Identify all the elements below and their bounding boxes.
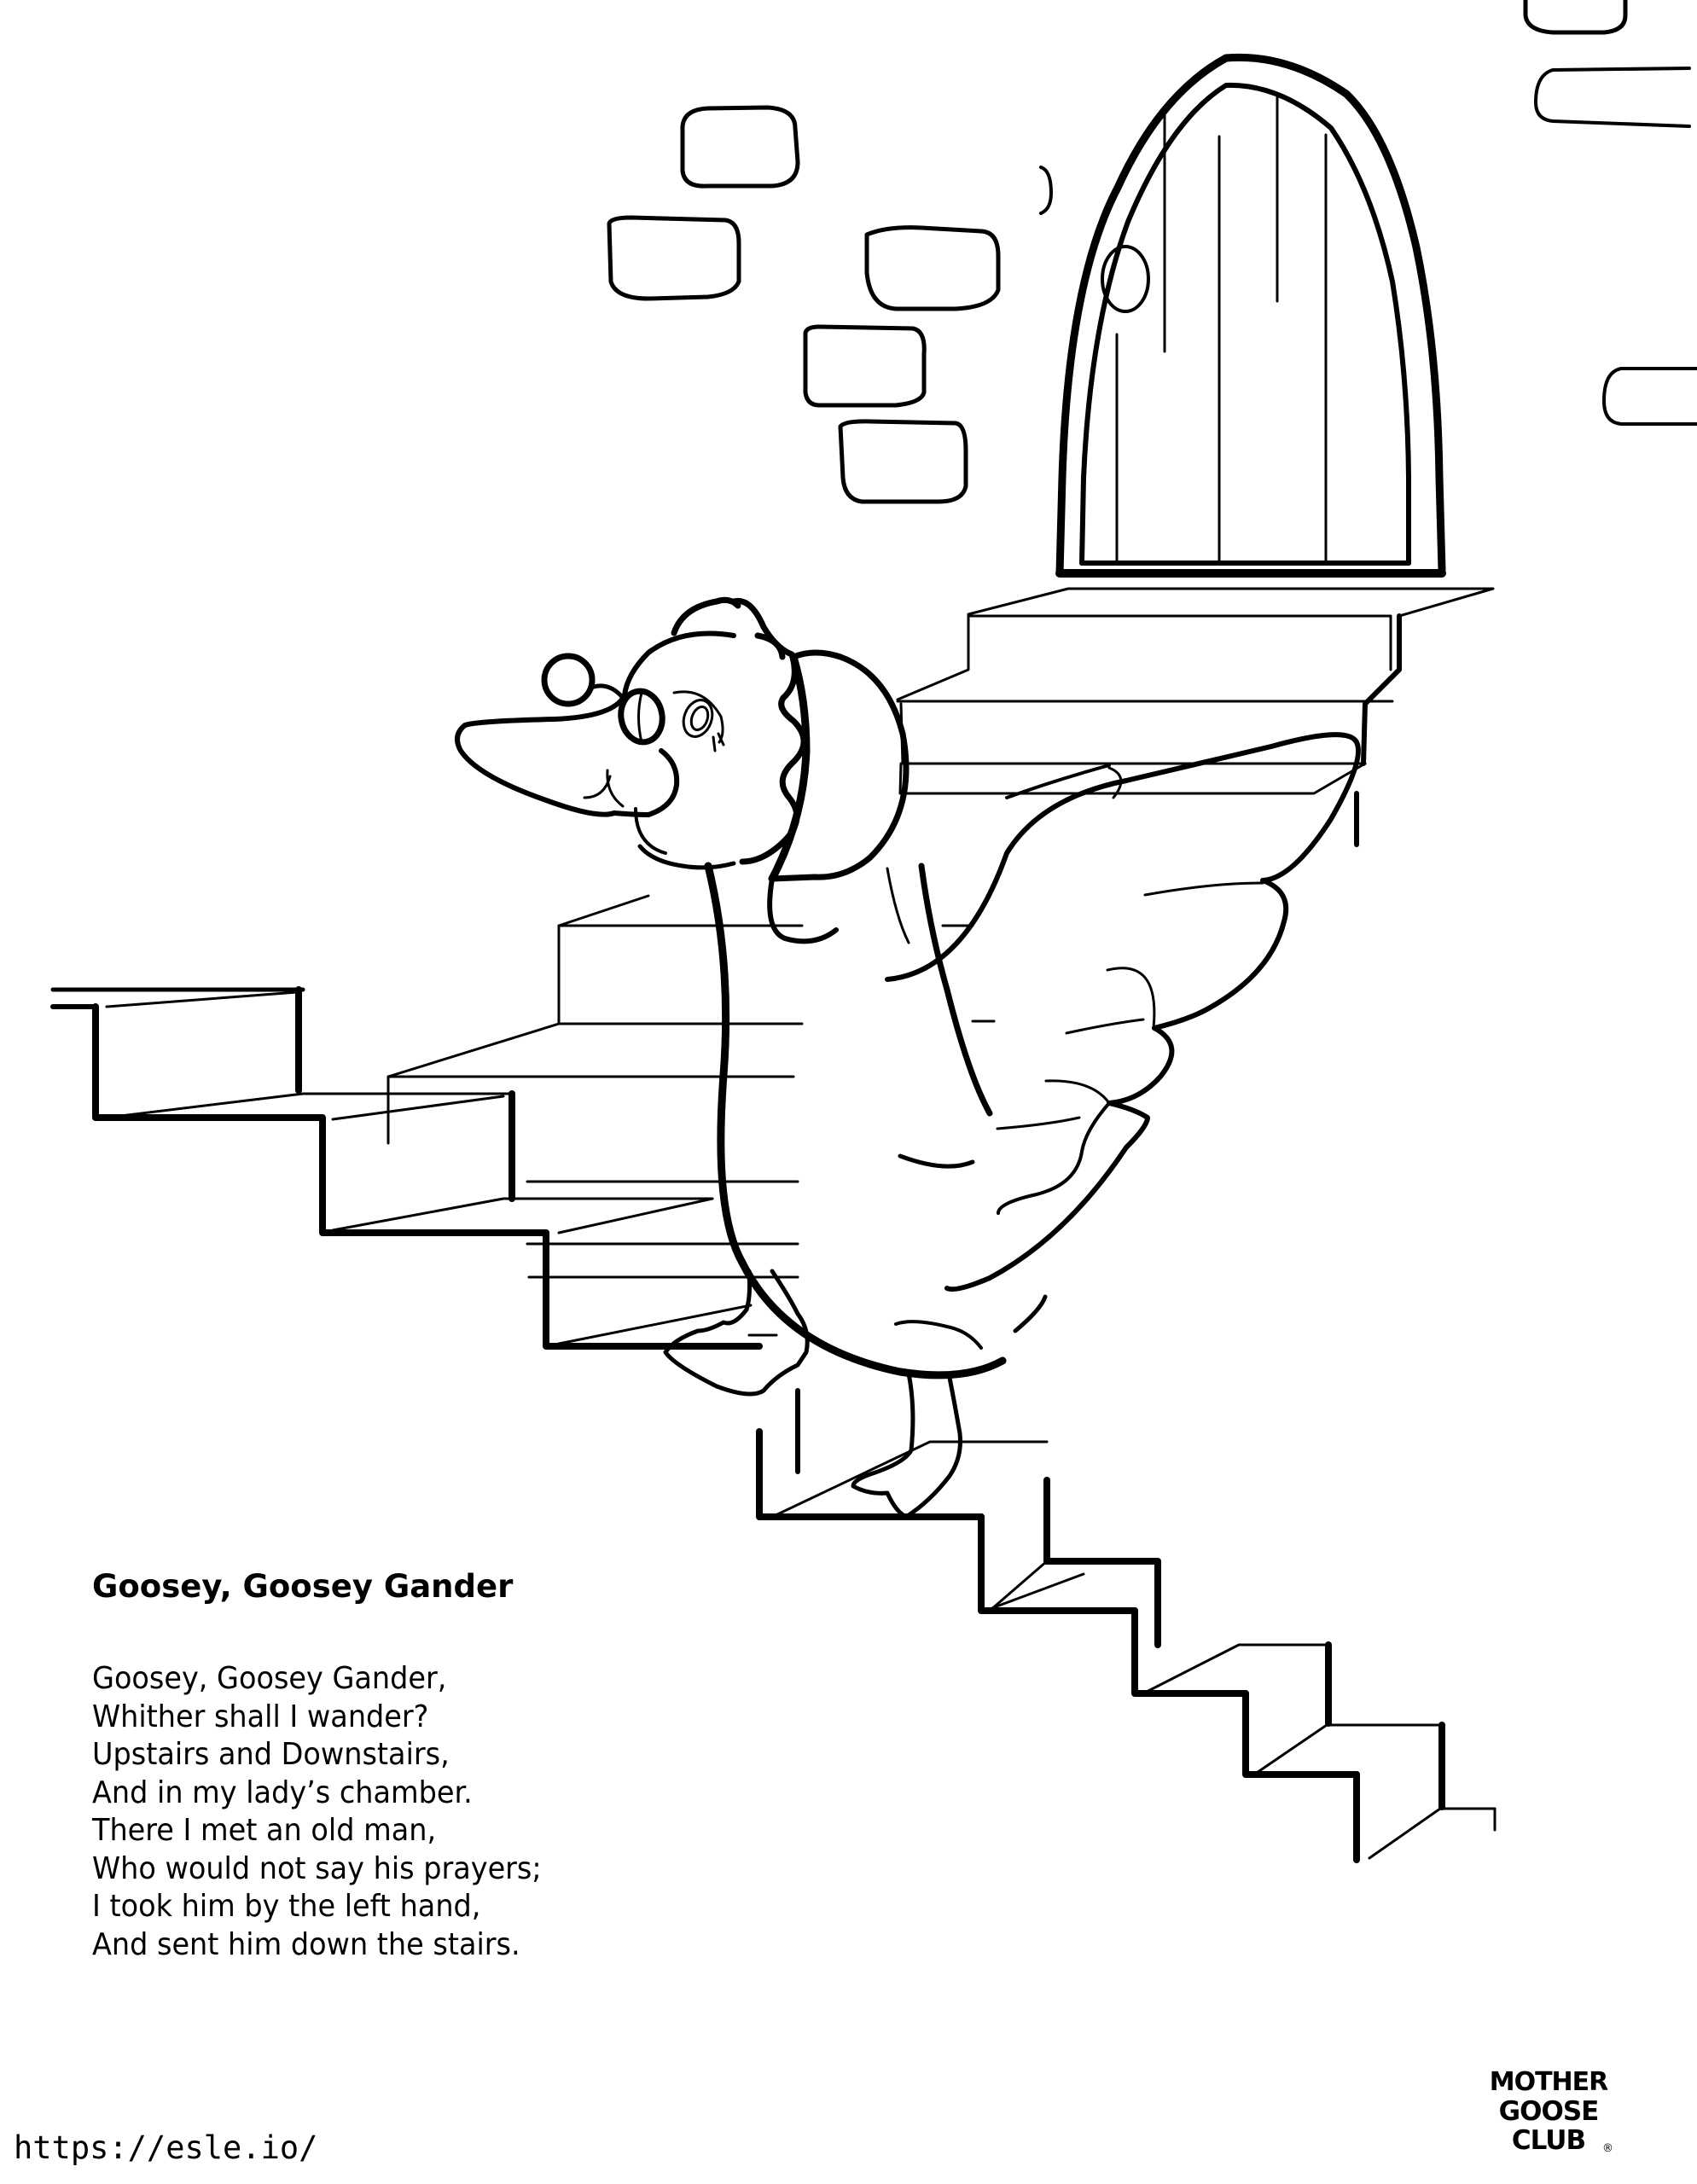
poem-line: Who would not say his prayers;	[92, 1850, 542, 1886]
goose	[457, 600, 1358, 1517]
goose-eye	[674, 692, 724, 751]
poem-line: There I met an old man,	[92, 1813, 437, 1848]
logo-line-club: CLUB	[1511, 2125, 1586, 2156]
wall-bricks	[609, 0, 1697, 502]
wing	[887, 735, 1358, 1289]
poem-line: Goosey, Goosey Gander,	[92, 1661, 447, 1696]
spectacles	[544, 656, 666, 746]
poem-line: Whither shall I wander?	[92, 1699, 429, 1734]
arched-door	[1060, 57, 1442, 573]
poem-line: And in my lady’s chamber.	[92, 1774, 473, 1810]
goose-feet	[665, 1271, 961, 1517]
watermark-url: https://esle.io/	[14, 2129, 318, 2166]
logo-line-goose: GOOSE	[1498, 2096, 1599, 2127]
poem-title: Goosey, Goosey Gander	[92, 1568, 514, 1605]
staircase-back	[388, 589, 1493, 1277]
goose-head	[457, 634, 734, 868]
registered-mark-icon: ®	[1602, 2142, 1613, 2155]
poem-line: And sent him down the stairs.	[92, 1926, 520, 1962]
bonnet	[674, 600, 906, 941]
poem-line: I took him by the left hand,	[92, 1889, 481, 1924]
logo-line-mother: MOTHER	[1489, 2067, 1608, 2097]
poem-body	[92, 1660, 542, 1964]
mother-goose-club-logo	[1485, 2068, 1613, 2155]
poem-line: Upstairs and Downstairs,	[92, 1737, 450, 1772]
